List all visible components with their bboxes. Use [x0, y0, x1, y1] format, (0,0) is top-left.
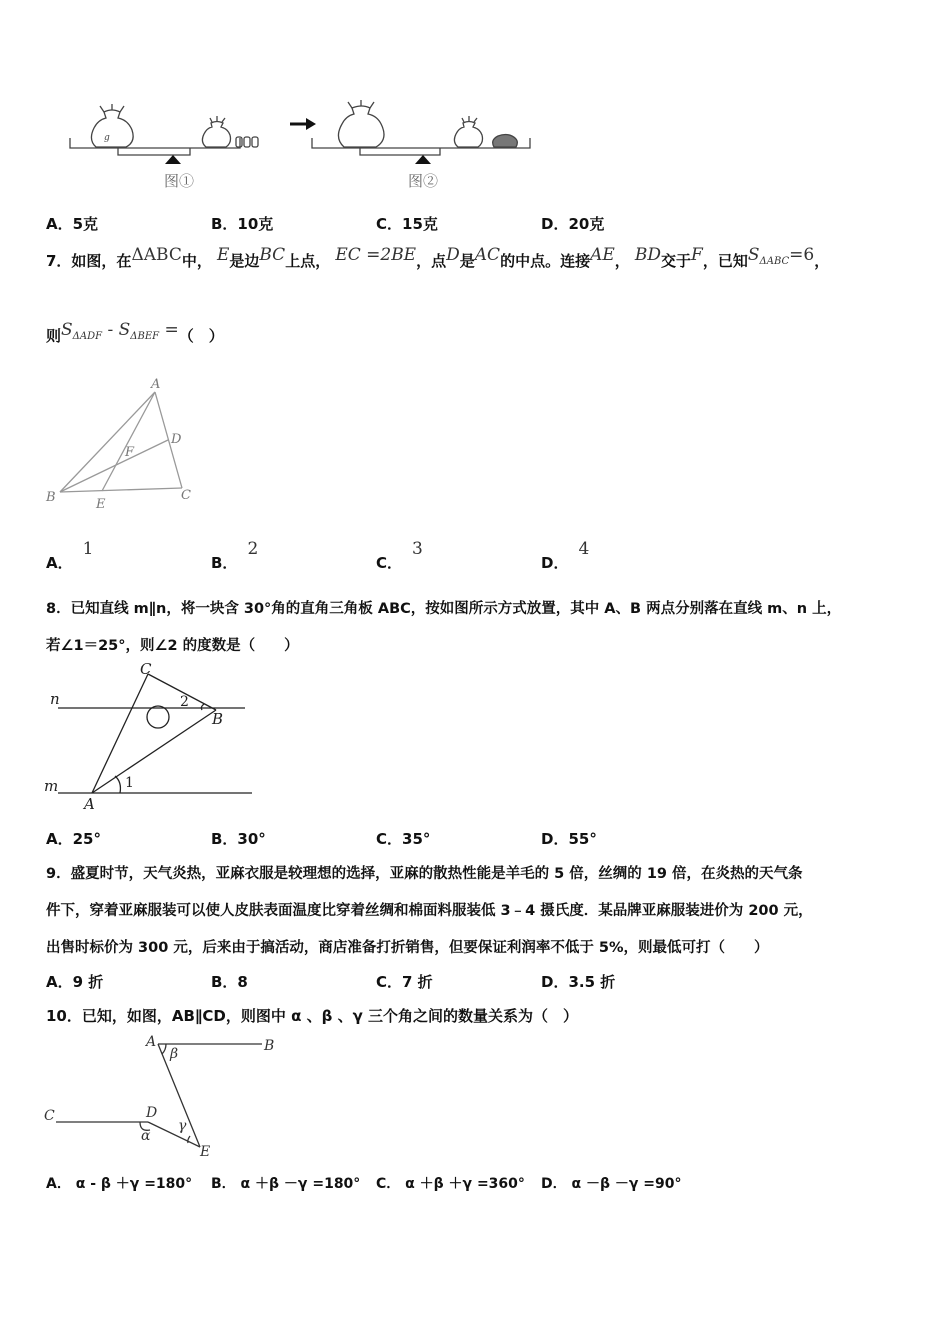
q8-label-n: n — [50, 690, 60, 708]
q7-option-b: B．2 — [211, 539, 259, 572]
q10-label-gamma: γ — [178, 1118, 187, 1134]
q9-stem-line2: 件下，穿着亚麻服装可以使人皮肤表面温度比穿着丝绸和棉面料服装低 3﹣4 摄氏度．某品牌亚麻服装进价为 200 元， — [46, 903, 813, 919]
balance-scale-figure — [60, 100, 550, 200]
q7-label-a: A — [151, 377, 161, 392]
q9-option-b: B．8 — [211, 973, 248, 991]
q8-label-a: A — [84, 795, 95, 813]
scale-figure-1 — [70, 104, 258, 164]
q8-label-b: B — [212, 710, 224, 728]
q9-option-c: C．7 折 — [376, 973, 433, 991]
q7-label-e: E — [96, 497, 106, 512]
q6-option-c: C．15克 — [376, 215, 438, 233]
q7-label-c: C — [181, 488, 191, 503]
q7-option-c: C．3 — [376, 539, 423, 572]
q7-option-d: D．4 — [541, 539, 590, 572]
q8-option-a: A．25° — [46, 830, 101, 848]
svg-text:g: g — [104, 133, 110, 143]
fig1-caption: 图① — [164, 172, 195, 190]
q8-label-m: m — [44, 777, 59, 795]
q9-option-d: D．3.5 折 — [541, 973, 616, 991]
q8-stem-line1: 8．已知直线 m∥n，将一块含 30°角的直角三角板 ABC，按如图所示方式放置，其中 A、B 两点分别落在直线 m、n 上， — [46, 601, 842, 617]
q8-parallel-lines-figure — [40, 660, 260, 820]
q8-angle-2: 2 — [180, 694, 189, 710]
q8-angle-1: 1 — [125, 775, 134, 791]
q10-label-d: D — [146, 1105, 158, 1121]
q9-option-a: A．9 折 — [46, 973, 104, 991]
q8-stem-line2: 若∠1＝25°，则∠2 的度数是（ ） — [46, 638, 299, 654]
q9-stem-line1: 9．盛夏时节，天气炎热，亚麻衣服是较理想的选择，亚麻的散热性能是羊毛的 5 倍，丝绸的 19 倍，在炎热的天气条 — [46, 866, 803, 882]
q8-option-b: B．30° — [211, 830, 266, 848]
q10-label-a: A — [146, 1034, 157, 1050]
scale-figure-2 — [312, 100, 530, 164]
q10-label-c: C — [44, 1108, 55, 1124]
q10-label-b: B — [264, 1038, 275, 1054]
q7-triangle-figure — [40, 370, 210, 520]
q6-option-d: D．20克 — [541, 215, 605, 233]
q7-label-f: F — [125, 445, 135, 460]
q10-parallel-angles-figure — [40, 1030, 290, 1165]
fig2-caption: 图② — [408, 172, 439, 190]
q7-label-d: D — [171, 432, 182, 447]
q10-option-a: A． α - β ＋γ =180° — [46, 1176, 193, 1192]
q10-option-d: D． α －β －γ =90° — [541, 1176, 682, 1192]
q7-stem: 7．如图，在ΔABC中， E是边BC上点， EC =2BE，点D是AC的中点。连接AE， BD交于F，已知SΔABC=6， — [46, 245, 830, 270]
q7-option-a: A．1 — [46, 539, 94, 572]
q10-label-beta: β — [170, 1046, 179, 1062]
q10-label-alpha: α — [141, 1128, 151, 1144]
q8-option-d: D．55° — [541, 830, 597, 848]
q7-stem-line2: 则SΔADF - SΔBEF =（ ） — [46, 320, 224, 345]
q10-option-c: C． α ＋β ＋γ =360° — [376, 1176, 525, 1192]
q6-option-a: A．5克 — [46, 215, 99, 233]
q10-option-b: B． α ＋β －γ =180° — [211, 1176, 361, 1192]
q6-option-b: B．10克 — [211, 215, 274, 233]
q10-label-e: E — [200, 1144, 211, 1160]
q10-stem: 10．已知，如图，AB∥CD，则图中 α 、β 、γ 三个角之间的数量关系为（ ） — [46, 1007, 579, 1025]
q8-label-c: C — [140, 660, 152, 678]
q8-option-c: C．35° — [376, 830, 431, 848]
q9-stem-line3: 出售时标价为 300 元，后来由于搞活动，商店准备打折销售，但要保证利润率不低于 5%，则最低可打（ ） — [46, 940, 769, 956]
q7-label-b: B — [46, 490, 56, 505]
